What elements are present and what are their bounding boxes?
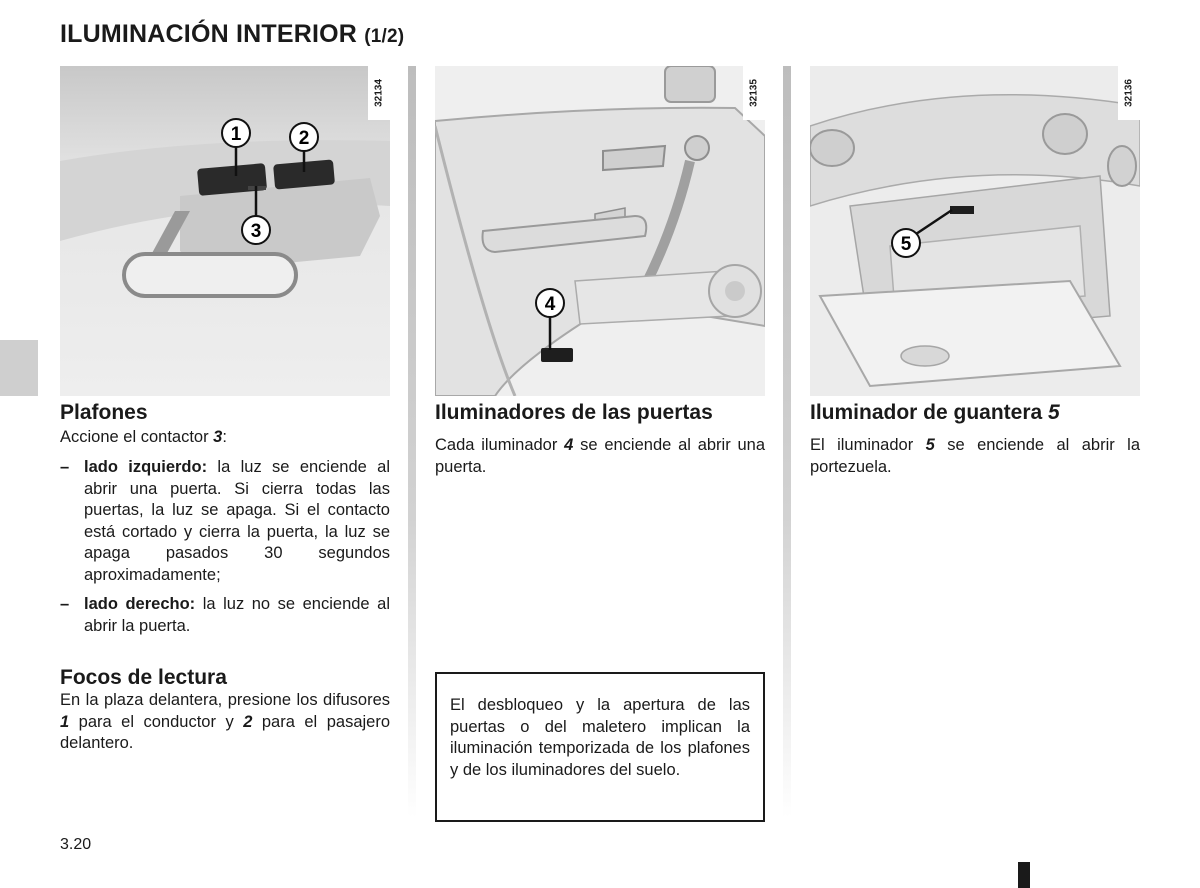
page-edge-marker xyxy=(1018,862,1030,888)
rear-view-mirror xyxy=(124,254,296,296)
figure-overhead-console xyxy=(60,66,390,396)
list-item: – lado izquierdo: la luz se enciende al abrir una puerta. Si cierra todas las puertas, la luz se apaga. Si el contacto está cortado y cierra la puerta, la luz se apaga pasados 30 segundos aproximadamente; xyxy=(60,458,390,584)
puertas-heading: Iluminadores de las puertas xyxy=(435,401,713,424)
page-number: 3.20 xyxy=(60,836,92,853)
callout-1: 1 xyxy=(230,124,242,145)
figure-code-box xyxy=(743,66,765,120)
notice-box: El desbloqueo y la apertura de las puertas o del maletero implican la iluminación temporizada de los plafones y de los iluminadores del suelo. xyxy=(435,672,765,822)
figure-code: 32136 xyxy=(1123,79,1135,107)
callout-4: 4 xyxy=(544,294,556,315)
column-divider-right xyxy=(783,66,791,818)
callout-2: 2 xyxy=(298,128,310,149)
list-item: – lado derecho: la luz no se enciende al abrir la puerta. xyxy=(60,595,390,635)
plafones-intro: Accione el contactor 3: xyxy=(60,428,227,446)
page-title-main: ILUMINACIÓN INTERIOR xyxy=(60,20,358,48)
overhead-console-illustration xyxy=(60,66,390,396)
glovebox-light xyxy=(950,206,974,214)
focos-paragraph: En la plaza delantera, presione los difusores 1 para el conductor y 2 para el pasajero delantero. xyxy=(60,691,391,752)
figure-code: 32134 xyxy=(373,79,385,107)
figure-code-box xyxy=(1118,66,1140,120)
door-courtesy-light xyxy=(541,348,573,362)
focos-heading: Focos de lectura xyxy=(60,666,227,689)
figure-code: 32135 xyxy=(748,79,760,107)
page-title-part: (1/2) xyxy=(364,26,405,47)
puertas-paragraph: Cada iluminador 4 se enciende al abrir una puerta. xyxy=(435,436,766,476)
glovebox-illustration xyxy=(810,66,1140,396)
door-panel-illustration xyxy=(435,66,765,396)
callout-3: 3 xyxy=(250,221,262,242)
callout-5: 5 xyxy=(900,234,912,255)
column-divider-left xyxy=(408,66,416,818)
page-title xyxy=(60,20,404,49)
figure-door-panel xyxy=(435,66,765,396)
guantera-paragraph: El iluminador 5 se enciende al abrir la portezuela. xyxy=(810,436,1140,476)
guantera-heading: Iluminador de guantera 5 xyxy=(810,401,1060,424)
figure-code-box xyxy=(368,66,390,120)
plafones-list xyxy=(60,457,390,645)
chapter-tab xyxy=(0,340,38,396)
plafones-heading: Plafones xyxy=(60,401,148,424)
figure-glovebox xyxy=(810,66,1140,396)
